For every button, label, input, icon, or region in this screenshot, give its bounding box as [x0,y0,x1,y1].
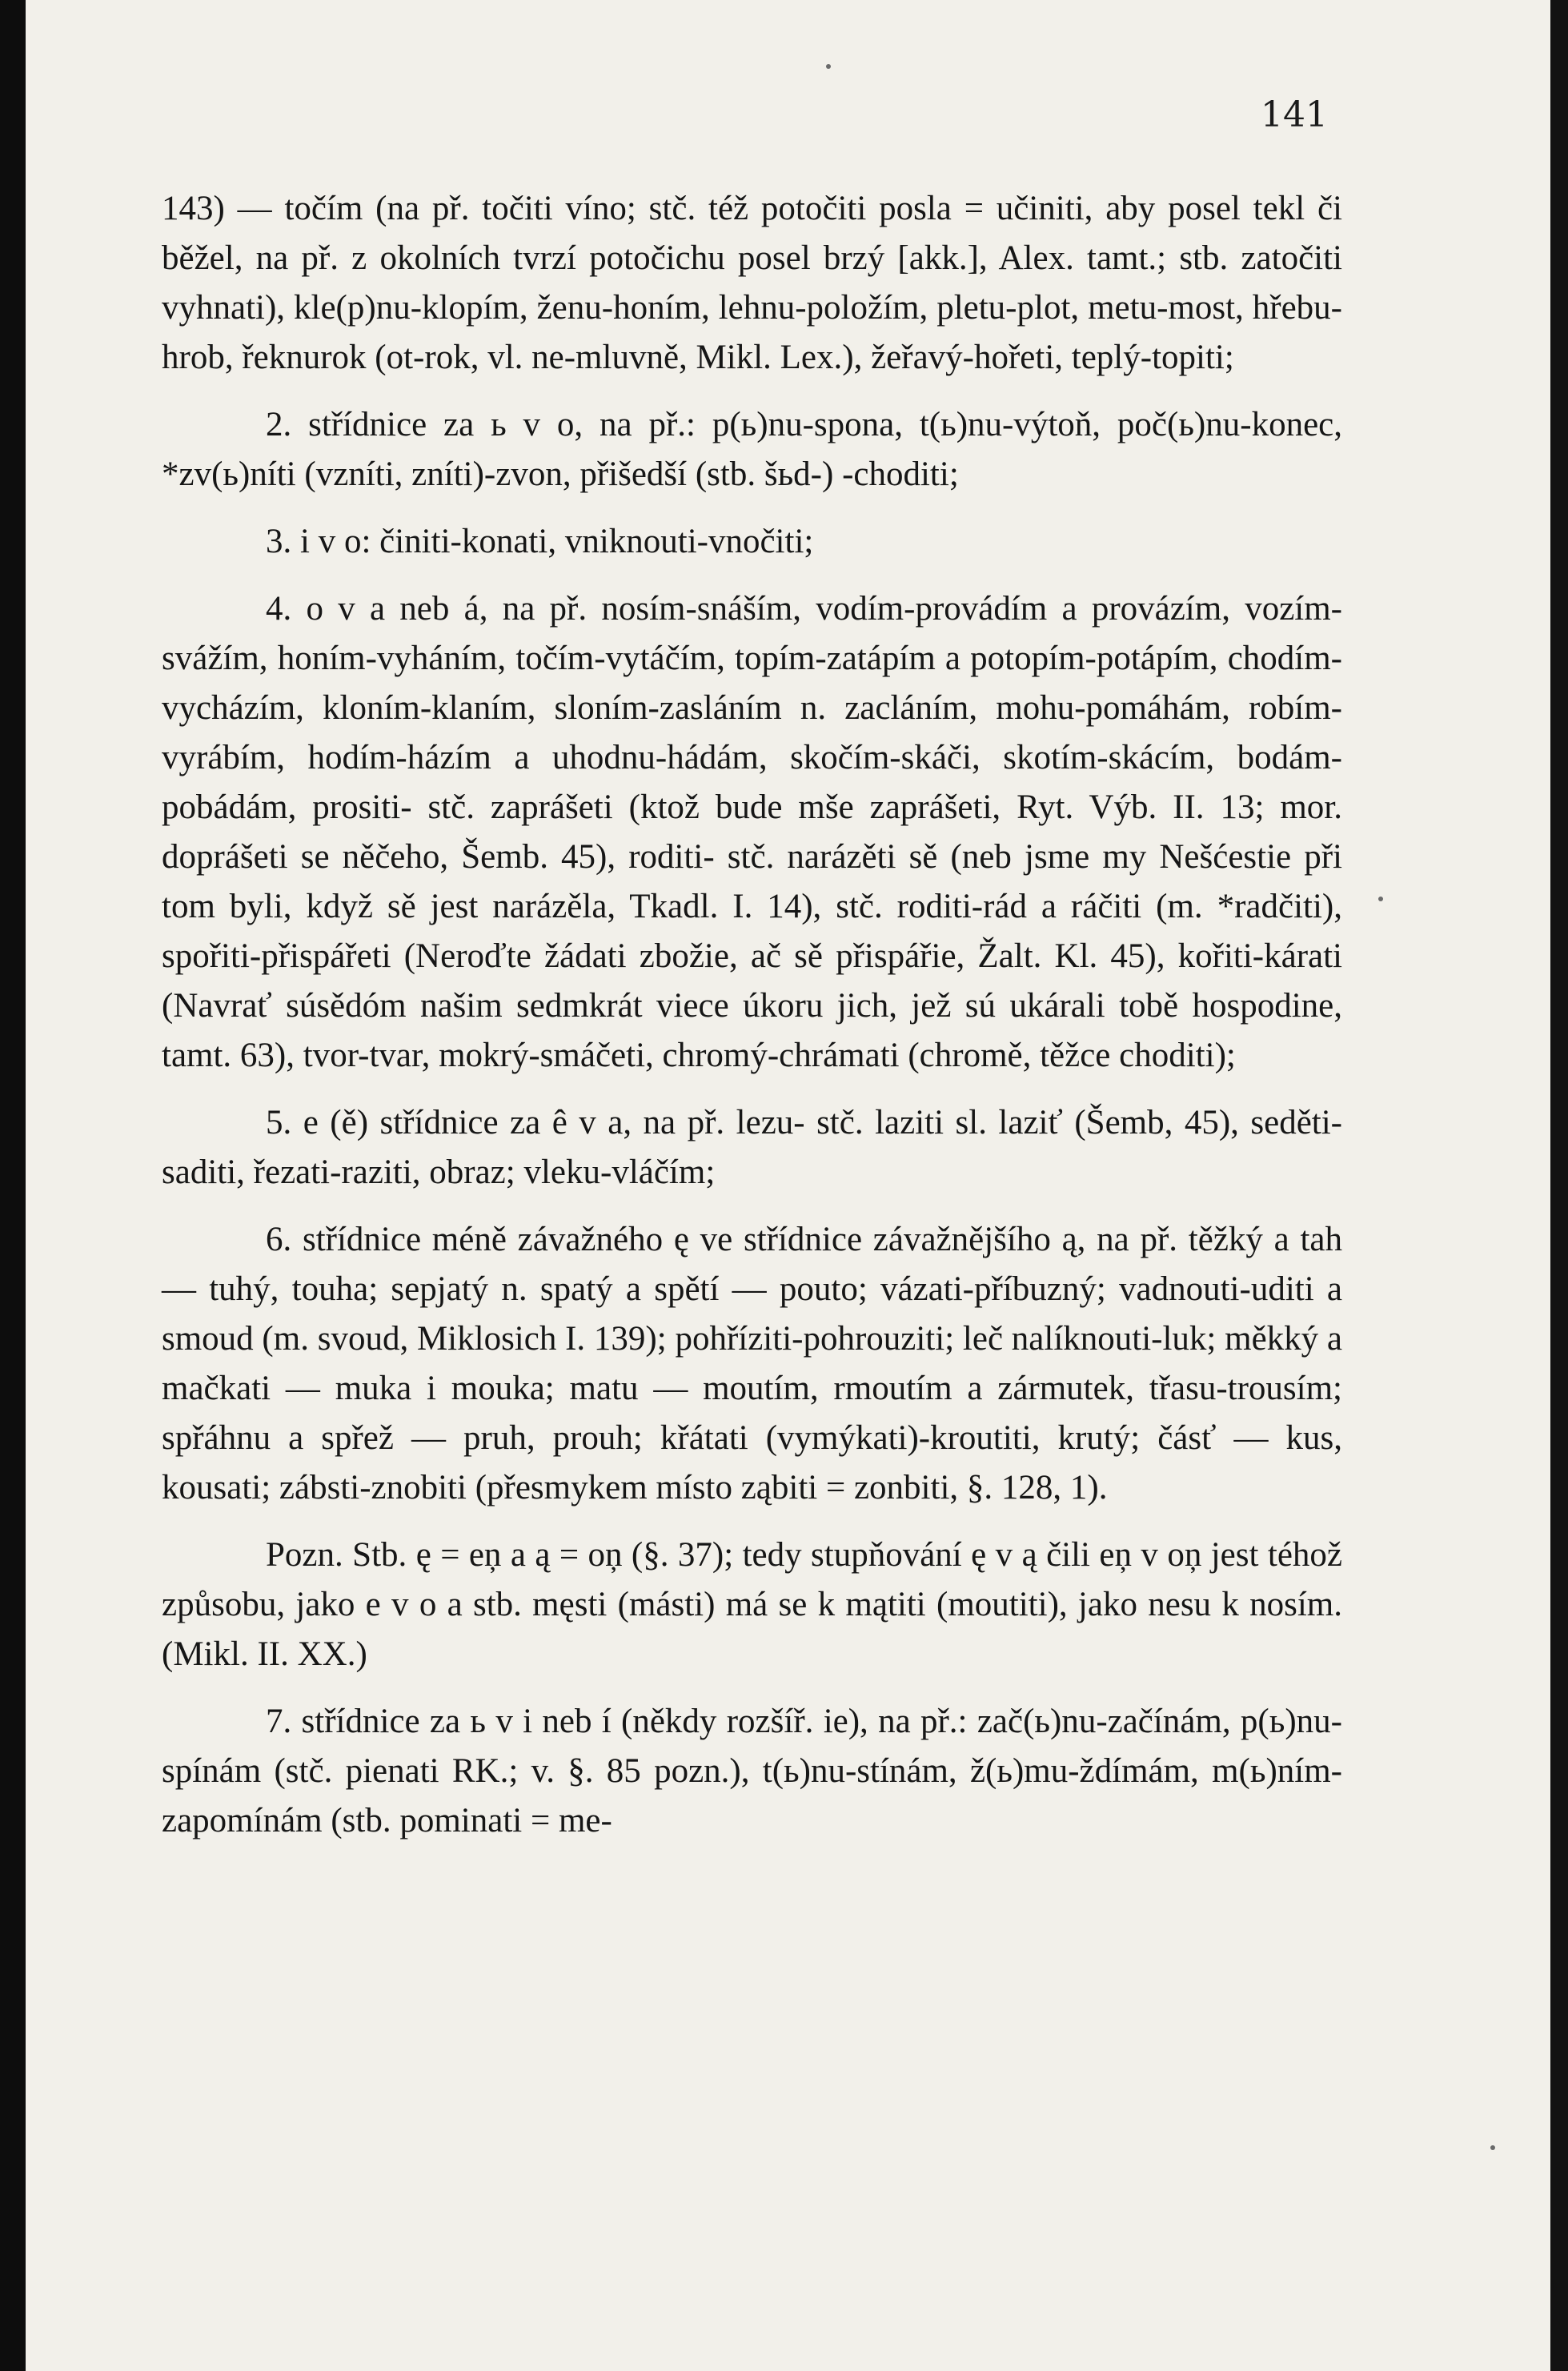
scan-speck [1490,2145,1495,2150]
paragraph-item-3: 3. i v o: činiti-konati, vniknouti-vnočiti; [266,523,814,560]
scan-speck [826,64,831,69]
page-number: 141 [1261,94,1328,135]
scan-border-right [1550,0,1568,2371]
paragraph-note: Pozn. Stb. ę = eņ a ą = oņ (§. 37); tedy stupňování ę v ą čili eņ v oņ jest téhož způsobu, jako e v o a stb. męsti (másti) má se k mątiti (moutiti), jako nesu k nosím. (Mikl. II. XX.) [162,1536,1342,1673]
paragraph-item-7: 7. střídnice za ь v i neb í (někdy rozšíř. ie), na př.: zač(ь)nu-začínám, p(ь)nu-spínám (stč. pienati RK.; v. §. 85 pozn.), t(ь)nu-stínám, ž(ь)mu-ždímám, m(ь)ním-zapomínám (stb. pominati = me- [162,1703,1342,1839]
paragraph-item-4: 4. o v a neb á, na př. nosím-snáším, vodím-provádím a provázím, vozím-svážím, honím-vyháním, točím-vytáčím, topím-zatápím a potopím-potápím, chodím-vycházím, kloním-klaním, sloním-zasláním n. zacláním, mohu-pomáhám, robím-vyrábím, hodím-házím a uhodnu-hádám, skočím-skáči, skotím-skácím, bodám-pobádám, prositi- stč. zaprášeti (ktož bude mše zaprášeti, Ryt. Výb. II. 13; mor. doprášeti se něčeho, Šemb. 45), roditi- stč. narázěti sě (neb jsme my Nešćestie při tom byli, když sě jest narázěla, Tkadl. I. 14), stč. roditi-rád a ráčiti (m. *radčiti), spořiti-přispářeti (Neroďte žádati zbožie, ač sě přispářie, Žalt. Kl. 45), kořiti-kárati (Navrať súsědóm našim sedmkrát viece úkoru jich, jež sú ukárali tobě hospodine, tamt. 63), tvor-tvar, mokrý-smáčeti, chromý-chrámati (chromě, těžce choditi); [162,590,1342,1074]
page-body [162,184,1342,1846]
paragraph-item-5: 5. e (ě) střídnice za ê v a, na př. lezu- stč. laziti sl. laziť (Šemb, 45), seděti-saditi, řezati-raziti, obraz; vleku-vláčím; [162,1104,1342,1191]
paragraph-item-6: 6. střídnice méně závažného ę ve střídnice závažnějšího ą, na př. těžký a tah — tuhý, touha; sepjatý n. spatý a spětí — pouto; vázati-příbuzný; vadnouti-uditi a smoud (m. svoud, Miklosich I. 139); pohříziti-pohrouziti; leč nalíknouti-luk; měkký a mačkati — muka i mouka; matu — moutím, rmoutím a zármutek, třasu-trousím; spřáhnu a spřež — pruh, prouh; křátati (vymýkati)-kroutiti, krutý; čásť — kus, kousati; zábsti-znobiti (přesmykem místo ząbiti = zonbiti, §. 128, 1). [162,1221,1342,1506]
scan-speck [1378,897,1383,901]
scan-border-left [0,0,26,2371]
paragraph-item-2: 2. střídnice za ь v o, na př.: p(ь)nu-spona, t(ь)nu-výtoň, poč(ь)nu-konec, *zv(ь)níti (vzníti, zníti)-zvon, přišedší (stb. šьd-) -choditi; [162,406,1342,493]
book-page [26,0,1550,2371]
paragraph-143: 143) — točím (na př. točiti víno; stč. též potočiti posla = učiniti, aby posel tekl či běžel, na př. z okolních tvrzí potočichu posel brzý [akk.], Alex. tamt.; stb. zatočiti vyhnati), kle(p)nu-klopím, ženu-honím, lehnu-položím, pletu-plot, metu-most, hřebu-hrob, řeknurok (ot-rok, vl. ne-mluvně, Mikl. Lex.), žeřavý-hořeti, teplý-topiti; [162,190,1342,376]
